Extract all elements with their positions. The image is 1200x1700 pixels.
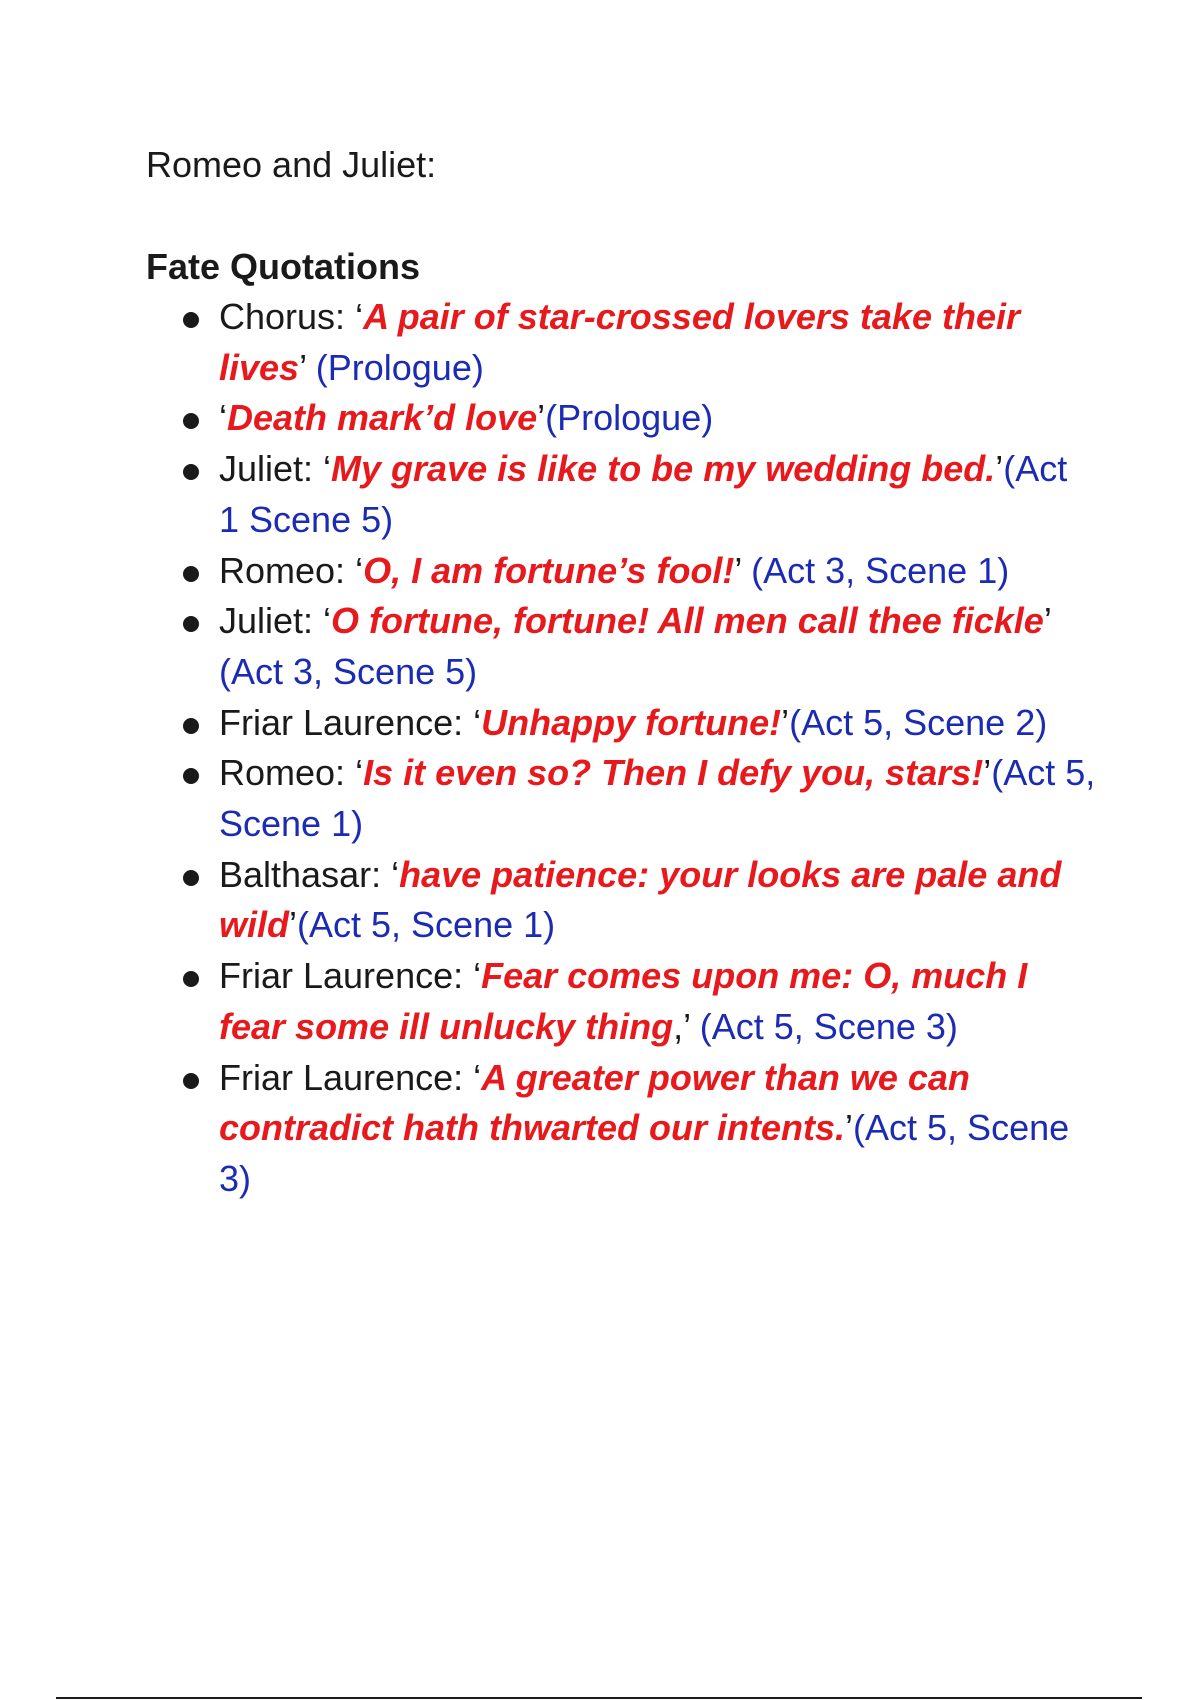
bullet-icon <box>183 566 199 582</box>
quote-text: A greater power than we can contradict hath thwarted our intents. <box>219 1056 970 1149</box>
speaker-label: Juliet: <box>219 600 324 642</box>
scene-reference: (Prologue) <box>545 397 714 439</box>
speaker-label: Romeo: <box>219 752 356 794</box>
scene-reference: (Act 5, Scene 3) <box>699 1005 958 1047</box>
bullet-icon <box>183 768 199 784</box>
close-quote-mark: ’ <box>299 346 316 388</box>
close-quote-mark: ’ <box>537 397 546 439</box>
scene-reference: (Prologue) <box>315 346 484 388</box>
quote-list <box>146 292 1096 1205</box>
document-page <box>146 140 1096 1205</box>
scene-reference: (Act 5, Scene 1) <box>297 904 556 946</box>
speaker-label: Friar Laurence: <box>219 701 474 743</box>
quote-text: Unhappy fortune! <box>481 701 782 743</box>
open-quote-mark: ‘ <box>473 701 482 743</box>
bullet-icon <box>183 971 199 987</box>
bullet-icon <box>183 870 199 886</box>
quote-item <box>219 748 1096 849</box>
open-quote-mark: ‘ <box>323 448 332 490</box>
quote-text: A pair of star-crossed lovers take their lives <box>219 296 1020 388</box>
open-quote-mark: ‘ <box>473 955 482 997</box>
quote-item <box>219 292 1096 393</box>
quote-item <box>219 1053 1096 1205</box>
quote-text: have patience: your looks are pale and wild <box>219 853 1062 946</box>
quote-item <box>219 596 1096 697</box>
speaker-label: Juliet: <box>219 448 324 490</box>
bullet-icon <box>183 718 199 734</box>
quote-item <box>219 444 1096 545</box>
scene-reference: (Act 5, Scene 1) <box>219 752 1096 845</box>
scene-reference: (Act 1 Scene 5) <box>219 448 1068 540</box>
document-title: Romeo and Juliet: <box>146 144 437 185</box>
close-quote-mark: ,’ <box>673 1005 700 1047</box>
bullet-icon <box>183 312 199 328</box>
quote-text: O, I am fortune’s fool! <box>363 549 735 591</box>
scene-reference: (Act 5, Scene 3) <box>219 1107 1070 1199</box>
close-quote-mark: ’ <box>289 904 297 946</box>
quote-item <box>219 546 1096 597</box>
quote-item <box>219 850 1096 951</box>
speaker-label: Romeo: <box>219 549 356 591</box>
close-quote-mark: ’ <box>1043 600 1051 642</box>
bullet-icon <box>183 413 199 429</box>
close-quote-mark: ’ <box>983 752 992 794</box>
section-heading: Fate Quotations <box>146 246 421 287</box>
speaker-label: Balthasar: <box>219 853 392 895</box>
scene-reference: (Act 3, Scene 1) <box>751 549 1010 591</box>
quote-item <box>219 698 1096 749</box>
open-quote-mark: ‘ <box>473 1056 482 1098</box>
open-quote-mark: ‘ <box>355 752 364 794</box>
page-bottom-divider <box>56 1697 1142 1699</box>
bullet-icon <box>183 616 199 632</box>
open-quote-mark: ‘ <box>323 600 332 642</box>
quote-text: My grave is like to be my wedding bed. <box>331 448 996 490</box>
open-quote-mark: ‘ <box>391 853 400 895</box>
open-quote-mark: ‘ <box>219 397 227 439</box>
speaker-label: Friar Laurence: <box>219 955 474 997</box>
close-quote-mark: ’ <box>734 549 752 591</box>
quote-text: Death mark’d love <box>227 397 538 439</box>
open-quote-mark: ‘ <box>355 549 364 591</box>
quote-text: Fear comes upon me: O, much I fear some ill unlucky thing <box>219 955 1028 1047</box>
bullet-icon <box>183 464 199 480</box>
close-quote-mark: ’ <box>781 701 790 743</box>
quote-item <box>219 951 1096 1052</box>
quote-text: Is it even so? Then I defy you, stars! <box>363 752 984 794</box>
speaker-label: Friar Laurence: <box>219 1056 474 1098</box>
close-quote-mark: ’ <box>845 1107 854 1149</box>
bullet-icon <box>183 1073 199 1089</box>
speaker-label: Chorus: <box>219 296 356 337</box>
quote-item <box>219 393 1096 444</box>
scene-reference: (Act 5, Scene 2) <box>789 701 1048 743</box>
open-quote-mark: ‘ <box>355 296 364 337</box>
close-quote-mark: ’ <box>995 448 1004 490</box>
scene-reference: (Act 3, Scene 5) <box>219 650 478 692</box>
quote-text: O fortune, fortune! All men call thee fickle <box>331 600 1044 642</box>
